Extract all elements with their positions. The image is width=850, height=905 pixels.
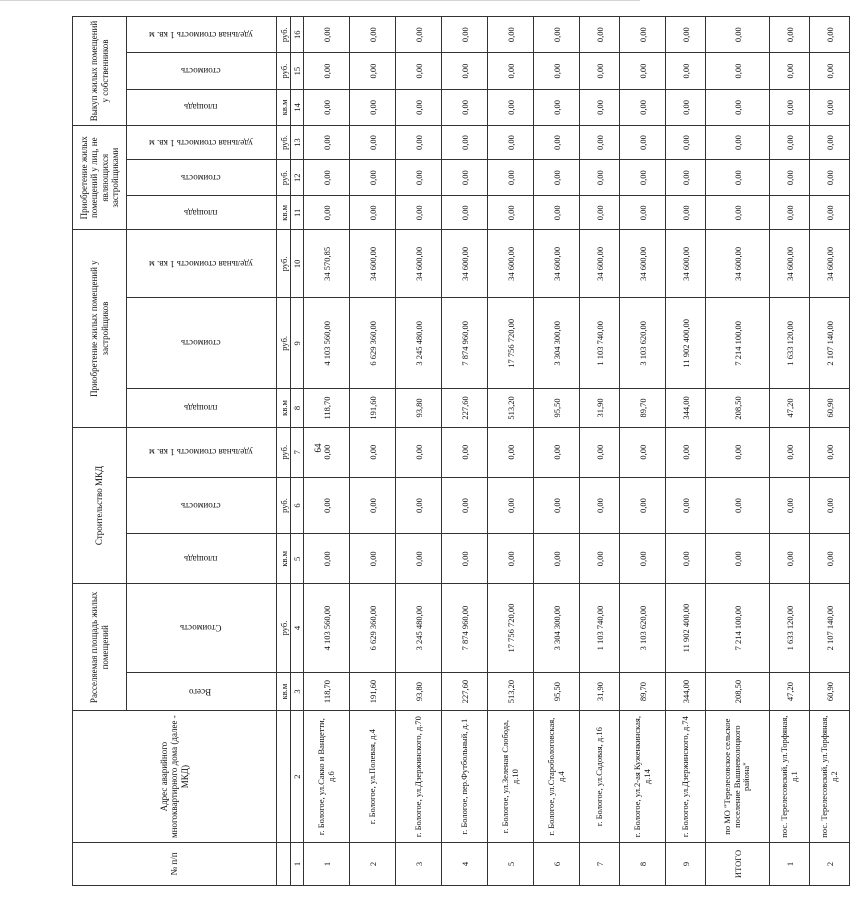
cell-c15: 0,00 [488,53,534,89]
cell-c10: 34 570,85 [304,230,350,298]
cell-c14: 0,00 [350,89,396,125]
column-number: 6 [291,477,304,534]
cell-c12: 0,00 [620,160,666,196]
cell-c9: 3 103 620,00 [620,298,666,389]
cell-c7: 0,00 [442,427,488,477]
cell-c5: 0,00 [770,534,810,584]
cell-c9: 11 902 400,00 [666,298,706,389]
cell-c15: 0,00 [620,53,666,89]
cell-c3: 47,20 [770,672,810,711]
cell-c9: 1 103 740,00 [580,298,620,389]
column-number: 1 [291,842,304,885]
unit-rub: руб. [277,298,291,389]
row-address: г. Бологое, ул.Старобологовская, д.4 [534,711,580,843]
cell-c6: 0,00 [620,477,666,534]
cell-c12: 0,00 [770,160,810,196]
cell-c12: 0,00 [488,160,534,196]
subheader-area: площадь [127,196,277,230]
row-number: 8 [620,842,666,885]
cell-c13: 0,00 [396,126,442,160]
cell-c9: 3 245 480,00 [396,298,442,389]
cell-c7: 0,00 [620,427,666,477]
unit-sqm: кв.м [277,672,291,711]
cell-c6: 0,00 [488,477,534,534]
cell-c11: 0,00 [810,196,850,230]
row-number: 1 [770,842,810,885]
table-row [810,17,850,886]
cell-c8: 118,70 [304,389,350,428]
cell-c5: 0,00 [304,534,350,584]
header-no: № п/п [73,842,277,885]
cell-c10: 34 600,00 [706,230,770,298]
unit-rub: руб. [277,53,291,89]
cell-c11: 0,00 [620,196,666,230]
row-address: г. Бологое, ул.2-ая Куженкинская, д.14 [620,711,666,843]
row-address: г. Бологое, пер.Футбольный, д.1 [442,711,488,843]
cell-c9: 2 107 140,00 [810,298,850,389]
cell-c15: 0,00 [304,53,350,89]
cell-c5: 0,00 [706,534,770,584]
cell-c11: 0,00 [442,196,488,230]
cell-c14: 0,00 [770,89,810,125]
cell-c9: 4 103 560,00 [304,298,350,389]
cell-c8: 93,80 [396,389,442,428]
table-row [534,17,580,886]
cell-c4: 1 103 740,00 [580,584,620,672]
rotated-page [72,16,839,886]
unit-rub: руб. [277,160,291,196]
cell-c11: 0,00 [350,196,396,230]
row-address: г. Бологое, ул.Полевая, д.4 [350,711,396,843]
scan-edge [0,0,640,1]
subheader-area: площадь [127,89,277,125]
row-number: 2 [350,842,396,885]
cell-c4: 2 107 140,00 [810,584,850,672]
cell-c5: 0,00 [442,534,488,584]
cell-c8: 47,20 [770,389,810,428]
cell-c4: 1 633 120,00 [770,584,810,672]
row-address: пос. Терелесовский, ул.Торфяная, д.2 [810,711,850,843]
cell-c7: 0,00 [534,427,580,477]
cell-c7: 0,00 [706,427,770,477]
table-row [620,17,666,886]
cell-c15: 0,00 [666,53,706,89]
cell-c14: 0,00 [666,89,706,125]
cell-c16: 0,00 [810,17,850,53]
cell-c8: 344,00 [666,389,706,428]
row-address: по МО "Терелесовское сельское поселение Вышневолоцкого района" [706,711,770,843]
cell-c6: 0,00 [666,477,706,534]
cell-c4: 11 902 400,00 [666,584,706,672]
cell-c15: 0,00 [706,53,770,89]
cell-c8: 60,90 [810,389,850,428]
cell-c13: 0,00 [534,126,580,160]
cell-c12: 0,00 [350,160,396,196]
subheader-cost: стоимость [127,53,277,89]
cell-c6: 0,00 [396,477,442,534]
row-address: г. Бологое, ул.Сакко и Ванцетти, д.6 [304,711,350,843]
cell-c6: 0,00 [534,477,580,534]
subheader-area: площадь [127,389,277,428]
cell-c6: 0,00 [810,477,850,534]
cell-c9: 7 874 960,00 [442,298,488,389]
row-number: 2 [810,842,850,885]
column-number: 14 [291,89,304,125]
cell-c11: 0,00 [488,196,534,230]
cell-c13: 0,00 [770,126,810,160]
cell-c8: 208,50 [706,389,770,428]
unit-rub: руб. [277,584,291,672]
cell-c16: 0,00 [666,17,706,53]
row-number: 5 [488,842,534,885]
column-number: 8 [291,389,304,428]
cell-c14: 0,00 [488,89,534,125]
row-address: г. Бологое, ул.Садовая, д.16 [580,711,620,843]
header-address: Адрес аварийного многоквартирного дома (далее - МКД) [73,711,277,843]
cell-c5: 0,00 [350,534,396,584]
cell-c14: 0,00 [620,89,666,125]
cell-c16: 0,00 [488,17,534,53]
cell-c7: 0,00 [770,427,810,477]
cell-c14: 0,00 [706,89,770,125]
cell-c15: 0,00 [442,53,488,89]
table-row [488,17,534,886]
row-number: 4 [442,842,488,885]
cell-c8: 95,50 [534,389,580,428]
cell-c7: 0,00 [666,427,706,477]
cell-c3: 31,90 [580,672,620,711]
cell-c16: 0,00 [770,17,810,53]
cell-c16: 0,00 [580,17,620,53]
cell-c11: 0,00 [706,196,770,230]
cell-c11: 0,00 [770,196,810,230]
cell-c12: 0,00 [396,160,442,196]
column-number: 16 [291,17,304,53]
cell-c13: 0,00 [580,126,620,160]
unit-rub: руб. [277,230,291,298]
cell-c10: 34 600,00 [442,230,488,298]
cell-c5: 0,00 [396,534,442,584]
unit-sqm: кв.м [277,534,291,584]
cell-c13: 0,00 [666,126,706,160]
cell-c4: 7 874 960,00 [442,584,488,672]
header-purchase-other: Приобретение жилых помещений у лиц, не являющихся застройщиками [73,126,127,230]
cell-c13: 0,00 [304,126,350,160]
unit-rub: руб. [277,126,291,160]
cell-c4: 3 245 480,00 [396,584,442,672]
subheader-unit-cost: удельная стоимость 1 кв. м [127,126,277,160]
cell-c4: 4 103 560,00 [304,584,350,672]
cell-c15: 0,00 [534,53,580,89]
column-number: 13 [291,126,304,160]
row-address: г. Бологое, ул.Дзержинского, д.70 [396,711,442,843]
cell-c12: 0,00 [666,160,706,196]
cell-c4: 3 103 620,00 [620,584,666,672]
cell-c6: 0,00 [706,477,770,534]
cell-c3: 191,60 [350,672,396,711]
cell-c7: 0,00 [350,427,396,477]
cell-c7: 0,00 [580,427,620,477]
cell-c3: 227,60 [442,672,488,711]
cell-c7: 0,00 [396,427,442,477]
unit-sqm: кв.м [277,389,291,428]
table-row [396,17,442,886]
unit-rub: руб. [277,17,291,53]
cell-c10: 34 600,00 [396,230,442,298]
table-row [666,17,706,886]
cell-c4: 3 304 300,00 [534,584,580,672]
column-number: 4 [291,584,304,672]
cell-c3: 118,70 [304,672,350,711]
cell-c6: 0,00 [770,477,810,534]
column-number: 10 [291,230,304,298]
cell-c16: 0,00 [304,17,350,53]
cell-c4: 17 756 720,00 [488,584,534,672]
cell-c13: 0,00 [442,126,488,160]
cell-c14: 0,00 [534,89,580,125]
cell-c8: 89,70 [620,389,666,428]
header-resettled: Расселяемая площадь жилых помещений [73,584,127,711]
cell-c12: 0,00 [580,160,620,196]
cell-c5: 0,00 [488,534,534,584]
cell-c5: 0,00 [810,534,850,584]
row-number: ИТОГО [706,842,770,885]
cell-c16: 0,00 [534,17,580,53]
cell-c4: 7 214 100,00 [706,584,770,672]
cell-c6: 0,00 [350,477,396,534]
cell-c10: 34 600,00 [350,230,396,298]
row-number: 1 [304,842,350,885]
cell-c12: 0,00 [304,160,350,196]
unit-sqm: кв.м [277,89,291,125]
subheader-cost: стоимость [127,298,277,389]
cell-c7: 0,00 [488,427,534,477]
page-number: 64 [313,443,323,453]
cell-c11: 0,00 [304,196,350,230]
cell-c12: 0,00 [534,160,580,196]
cell-c7: 0,00 [810,427,850,477]
table-row [770,17,810,886]
resettlement-table [72,16,850,886]
column-number: 9 [291,298,304,389]
cell-c7: 0,00 [304,427,350,477]
cell-c4: 6 629 360,00 [350,584,396,672]
header-buyout: Выкуп жилых помещений у собственников [73,17,127,126]
cell-c9: 6 629 360,00 [350,298,396,389]
cell-c6: 0,00 [580,477,620,534]
row-number: 7 [580,842,620,885]
cell-c11: 0,00 [396,196,442,230]
cell-c6: 0,00 [442,477,488,534]
cell-c14: 0,00 [580,89,620,125]
row-address: пос. Терелесовский, ул.Торфяная, д.1 [770,711,810,843]
cell-c15: 0,00 [770,53,810,89]
cell-c13: 0,00 [810,126,850,160]
cell-c15: 0,00 [580,53,620,89]
column-number: 15 [291,53,304,89]
cell-c9: 1 633 120,00 [770,298,810,389]
cell-c3: 208,50 [706,672,770,711]
subheader-total: Всего [127,672,277,711]
unit-rub: руб. [277,477,291,534]
subheader-cost: стоимость [127,477,277,534]
cell-c3: 95,50 [534,672,580,711]
cell-c13: 0,00 [620,126,666,160]
cell-c10: 34 600,00 [810,230,850,298]
column-number: 7 [291,427,304,477]
cell-c5: 0,00 [534,534,580,584]
cell-c13: 0,00 [706,126,770,160]
subheader-unit-cost: удельная стоимость 1 кв. м [127,17,277,53]
cell-c16: 0,00 [706,17,770,53]
subheader-area: площадь [127,534,277,584]
cell-c12: 0,00 [810,160,850,196]
cell-c14: 0,00 [442,89,488,125]
header-construction: Строительство МКД [73,427,127,584]
cell-c14: 0,00 [810,89,850,125]
column-number: 3 [291,672,304,711]
table-row [580,17,620,886]
cell-c16: 0,00 [442,17,488,53]
cell-c16: 0,00 [396,17,442,53]
subheader-cost: Стоимость [127,584,277,672]
cell-c10: 34 600,00 [620,230,666,298]
cell-c15: 0,00 [350,53,396,89]
table-row [304,17,350,886]
cell-c10: 34 600,00 [488,230,534,298]
cell-c10: 34 600,00 [770,230,810,298]
row-address: г. Бологое, ул.Дзержинского, д.74 [666,711,706,843]
column-number: 12 [291,160,304,196]
subheader-unit-cost: удельная стоимость 1 кв. м [127,427,277,477]
cell-c5: 0,00 [620,534,666,584]
cell-c3: 89,70 [620,672,666,711]
cell-c12: 0,00 [706,160,770,196]
cell-c6: 0,00 [304,477,350,534]
row-address: г. Бологое, ул.Зеленая Слобода, д.10 [488,711,534,843]
cell-c15: 0,00 [810,53,850,89]
cell-c3: 513,20 [488,672,534,711]
cell-c3: 60,90 [810,672,850,711]
cell-c11: 0,00 [580,196,620,230]
cell-c5: 0,00 [580,534,620,584]
table-row [442,17,488,886]
column-number: 2 [291,711,304,843]
cell-c13: 0,00 [488,126,534,160]
cell-c8: 513,20 [488,389,534,428]
row-number: 9 [666,842,706,885]
cell-c12: 0,00 [442,160,488,196]
cell-c13: 0,00 [350,126,396,160]
unit-rub: руб. [277,427,291,477]
cell-c14: 0,00 [304,89,350,125]
cell-c16: 0,00 [350,17,396,53]
cell-c8: 31,90 [580,389,620,428]
cell-c10: 34 600,00 [666,230,706,298]
cell-c3: 344,00 [666,672,706,711]
column-number: 11 [291,196,304,230]
header-purchase-dev: Приобретение жилых помещений у застройщиков [73,230,127,427]
subheader-cost: стоимость [127,160,277,196]
row-number: 3 [396,842,442,885]
cell-c9: 7 214 100,00 [706,298,770,389]
cell-c8: 191,60 [350,389,396,428]
cell-c3: 93,80 [396,672,442,711]
table-row [706,17,770,886]
cell-c16: 0,00 [620,17,666,53]
table-row [350,17,396,886]
row-number: 6 [534,842,580,885]
cell-c10: 34 600,00 [580,230,620,298]
unit-sqm: кв.м [277,196,291,230]
cell-c15: 0,00 [396,53,442,89]
cell-c9: 17 756 720,00 [488,298,534,389]
cell-c10: 34 600,00 [534,230,580,298]
cell-c11: 0,00 [666,196,706,230]
cell-c9: 3 304 300,00 [534,298,580,389]
cell-c8: 227,60 [442,389,488,428]
cell-c14: 0,00 [396,89,442,125]
cell-c5: 0,00 [666,534,706,584]
cell-c11: 0,00 [534,196,580,230]
column-number: 5 [291,534,304,584]
subheader-unit-cost: удельная стоимость 1 кв. м [127,230,277,298]
